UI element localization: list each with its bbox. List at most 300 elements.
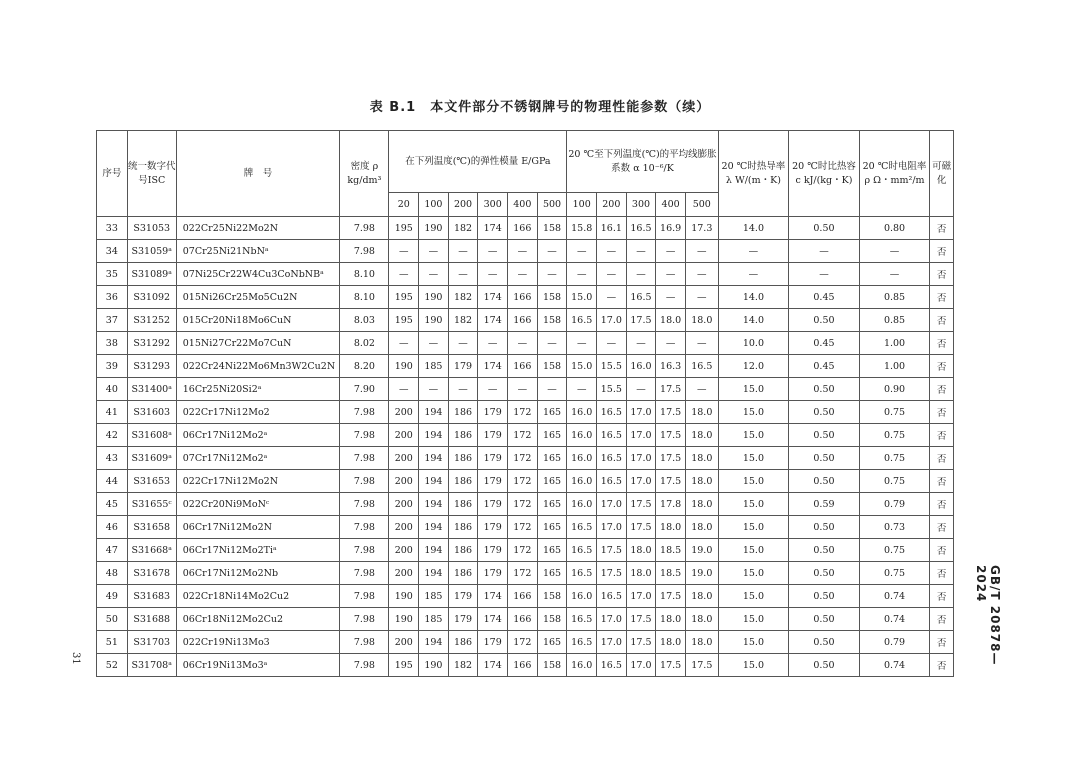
cell-thermal-conductivity: 15.0 [718,470,789,493]
cell-grade: 015Cr20Ni18Mo6CuN [176,309,340,332]
table-header [97,131,954,217]
cell-specific-heat: 0.50 [789,401,860,424]
cell-expansion-200: 16.5 [597,401,627,424]
cell-expansion-100: 16.5 [567,562,597,585]
cell-modulus-500: — [537,240,567,263]
cell-magnetic: 否 [930,631,954,654]
cell-modulus-200: 182 [448,217,478,240]
cell-expansion-400: 17.5 [656,424,686,447]
header-thermal: 20 ℃时热导率 λ W/(m・K) [718,131,789,217]
cell-expansion-400: 18.5 [656,562,686,585]
cell-thermal-conductivity: — [718,263,789,286]
cell-specific-heat: 0.50 [789,470,860,493]
cell-modulus-20: 200 [389,493,419,516]
cell-magnetic: 否 [930,424,954,447]
cell-expansion-500: — [685,332,718,355]
cell-modulus-400: 172 [508,470,538,493]
cell-modulus-300: 174 [478,286,508,309]
cell-specific-heat: 0.50 [789,309,860,332]
cell-modulus-500: 158 [537,585,567,608]
cell-expansion-400: 17.5 [656,470,686,493]
header-expansion: 20 ℃至下列温度(℃)的平均线膨胀系数 α 10⁻⁶/K [567,131,718,193]
cell-density: 8.10 [340,286,389,309]
cell-expansion-500: — [685,286,718,309]
cell-seq: 34 [97,240,128,263]
cell-modulus-200: 186 [448,562,478,585]
cell-isc-code: S31683 [127,585,176,608]
header-grade: 牌 号 [176,131,340,217]
cell-specific-heat: — [789,263,860,286]
cell-thermal-conductivity: — [718,240,789,263]
cell-isc-code: S31292 [127,332,176,355]
cell-expansion-300: 16.5 [626,217,656,240]
cell-expansion-100: 15.8 [567,217,597,240]
cell-magnetic: 否 [930,401,954,424]
cell-modulus-20: 200 [389,631,419,654]
cell-isc-code: S31608ᵃ [127,424,176,447]
cell-resistivity: 0.85 [859,309,930,332]
cell-density: 8.03 [340,309,389,332]
cell-specific-heat: 0.59 [789,493,860,516]
cell-grade: 07Ni25Cr22W4Cu3CoNbNBᵃ [176,263,340,286]
cell-thermal-conductivity: 15.0 [718,585,789,608]
cell-density: 7.98 [340,424,389,447]
cell-specific-heat: 0.50 [789,447,860,470]
cell-expansion-200: 17.5 [597,539,627,562]
cell-modulus-20: 195 [389,309,419,332]
cell-expansion-100: 15.0 [567,286,597,309]
cell-expansion-500: — [685,240,718,263]
cell-thermal-conductivity: 10.0 [718,332,789,355]
cell-modulus-200: 179 [448,608,478,631]
cell-expansion-400: 18.5 [656,539,686,562]
cell-expansion-400: — [656,263,686,286]
cell-thermal-conductivity: 15.0 [718,539,789,562]
header-modulus: 在下列温度(℃)的弹性模量 E/GPa [389,131,567,193]
cell-expansion-100: 15.0 [567,355,597,378]
cell-expansion-300: 18.0 [626,539,656,562]
cell-modulus-200: 186 [448,631,478,654]
cell-modulus-200: 186 [448,447,478,470]
cell-thermal-conductivity: 15.0 [718,401,789,424]
modulus-temp: 500 [537,193,567,217]
cell-seq: 45 [97,493,128,516]
cell-expansion-200: — [597,263,627,286]
cell-modulus-500: 165 [537,631,567,654]
cell-expansion-400: 17.5 [656,401,686,424]
cell-modulus-500: — [537,332,567,355]
cell-seq: 44 [97,470,128,493]
cell-density: 7.98 [340,608,389,631]
cell-modulus-500: 158 [537,286,567,309]
cell-resistivity: 0.75 [859,424,930,447]
cell-modulus-20: 195 [389,654,419,677]
cell-modulus-100: — [419,263,449,286]
cell-expansion-200: 16.5 [597,585,627,608]
cell-modulus-500: — [537,378,567,401]
cell-isc-code: S31609ᵃ [127,447,176,470]
cell-expansion-400: 18.0 [656,608,686,631]
cell-seq: 48 [97,562,128,585]
cell-expansion-200: 17.0 [597,493,627,516]
cell-expansion-300: 17.5 [626,309,656,332]
cell-density: 7.98 [340,447,389,470]
cell-expansion-200: — [597,240,627,263]
expansion-temp: 400 [656,193,686,217]
cell-density: 8.02 [340,332,389,355]
cell-resistivity: 0.75 [859,447,930,470]
cell-modulus-20: 195 [389,217,419,240]
cell-isc-code: S31655ᶜ [127,493,176,516]
cell-modulus-500: 165 [537,470,567,493]
table-row [97,562,954,585]
cell-modulus-400: 172 [508,562,538,585]
cell-expansion-100: 16.0 [567,585,597,608]
properties-table [96,130,954,677]
cell-isc-code: S31708ᵃ [127,654,176,677]
cell-seq: 52 [97,654,128,677]
cell-thermal-conductivity: 15.0 [718,447,789,470]
cell-modulus-500: 165 [537,562,567,585]
cell-expansion-400: 17.5 [656,585,686,608]
cell-grade: 07Cr17Ni12Mo2ᵃ [176,447,340,470]
cell-expansion-400: — [656,240,686,263]
cell-modulus-100: — [419,332,449,355]
cell-modulus-300: 174 [478,608,508,631]
cell-expansion-400: 16.3 [656,355,686,378]
cell-expansion-500: — [685,263,718,286]
table-row [97,309,954,332]
cell-density: 7.90 [340,378,389,401]
cell-magnetic: 否 [930,263,954,286]
cell-specific-heat: 0.50 [789,608,860,631]
cell-grade: 022Cr18Ni14Mo2Cu2 [176,585,340,608]
cell-expansion-100: 16.5 [567,608,597,631]
modulus-temp: 20 [389,193,419,217]
cell-expansion-400: 18.0 [656,631,686,654]
cell-expansion-300: 17.0 [626,447,656,470]
cell-thermal-conductivity: 15.0 [718,424,789,447]
cell-resistivity: 0.79 [859,631,930,654]
table-body [97,217,954,677]
cell-expansion-500: 18.0 [685,447,718,470]
cell-modulus-20: — [389,378,419,401]
cell-modulus-200: — [448,263,478,286]
cell-specific-heat: 0.50 [789,217,860,240]
cell-modulus-100: 194 [419,424,449,447]
cell-modulus-200: 186 [448,401,478,424]
cell-modulus-300: 174 [478,585,508,608]
cell-grade: 07Cr25Ni21NbNᵃ [176,240,340,263]
cell-modulus-20: 190 [389,608,419,631]
cell-modulus-20: — [389,332,419,355]
cell-modulus-20: 200 [389,401,419,424]
cell-density: 7.98 [340,562,389,585]
cell-modulus-100: 194 [419,447,449,470]
cell-magnetic: 否 [930,585,954,608]
cell-grade: 022Cr17Ni12Mo2N [176,470,340,493]
cell-resistivity: — [859,240,930,263]
cell-specific-heat: 0.50 [789,539,860,562]
cell-specific-heat: 0.50 [789,516,860,539]
cell-seq: 37 [97,309,128,332]
modulus-temp: 200 [448,193,478,217]
cell-modulus-300: — [478,332,508,355]
cell-specific-heat: 0.50 [789,378,860,401]
cell-isc-code: S31658 [127,516,176,539]
cell-modulus-400: 172 [508,447,538,470]
cell-density: 7.98 [340,470,389,493]
cell-expansion-500: 18.0 [685,608,718,631]
cell-modulus-400: — [508,332,538,355]
cell-expansion-200: 17.0 [597,608,627,631]
cell-isc-code: S31668ᵃ [127,539,176,562]
cell-expansion-100: 16.0 [567,493,597,516]
cell-thermal-conductivity: 14.0 [718,286,789,309]
cell-grade: 022Cr19Ni13Mo3 [176,631,340,654]
cell-grade: 015Ni26Cr25Mo5Cu2N [176,286,340,309]
cell-magnetic: 否 [930,447,954,470]
cell-resistivity: 0.74 [859,654,930,677]
cell-specific-heat: 0.45 [789,355,860,378]
header-seq: 序号 [97,131,128,217]
cell-modulus-20: 200 [389,516,419,539]
cell-expansion-100: 16.0 [567,447,597,470]
cell-expansion-500: 16.5 [685,355,718,378]
cell-expansion-200: 16.5 [597,654,627,677]
cell-thermal-conductivity: 14.0 [718,309,789,332]
cell-modulus-200: — [448,240,478,263]
cell-expansion-300: — [626,378,656,401]
cell-grade: 06Cr17Ni12Mo2Tiᵃ [176,539,340,562]
cell-modulus-300: — [478,263,508,286]
cell-modulus-100: 190 [419,217,449,240]
cell-modulus-300: 179 [478,516,508,539]
cell-specific-heat: 0.50 [789,585,860,608]
cell-magnetic: 否 [930,217,954,240]
cell-resistivity: 0.75 [859,401,930,424]
cell-thermal-conductivity: 15.0 [718,378,789,401]
cell-magnetic: 否 [930,493,954,516]
cell-modulus-20: 200 [389,424,419,447]
cell-modulus-500: — [537,263,567,286]
expansion-temp: 500 [685,193,718,217]
cell-density: 7.98 [340,539,389,562]
cell-expansion-300: — [626,240,656,263]
cell-modulus-500: 158 [537,217,567,240]
cell-modulus-20: 200 [389,447,419,470]
cell-modulus-200: — [448,332,478,355]
cell-expansion-100: 16.0 [567,654,597,677]
cell-modulus-300: 174 [478,309,508,332]
cell-expansion-400: — [656,286,686,309]
cell-magnetic: 否 [930,608,954,631]
cell-resistivity: 0.73 [859,516,930,539]
cell-expansion-300: 17.0 [626,401,656,424]
cell-expansion-400: 18.0 [656,309,686,332]
cell-magnetic: 否 [930,378,954,401]
cell-resistivity: 0.80 [859,217,930,240]
cell-expansion-200: 16.5 [597,447,627,470]
cell-modulus-400: 166 [508,286,538,309]
cell-seq: 40 [97,378,128,401]
cell-modulus-300: 179 [478,470,508,493]
cell-modulus-300: 174 [478,654,508,677]
cell-resistivity: 0.75 [859,539,930,562]
cell-isc-code: S31703 [127,631,176,654]
cell-expansion-300: 17.5 [626,608,656,631]
table-row [97,585,954,608]
cell-modulus-300: 179 [478,562,508,585]
cell-specific-heat: 0.45 [789,286,860,309]
cell-grade: 06Cr17Ni12Mo2ᵃ [176,424,340,447]
cell-grade: 06Cr17Ni12Mo2Nb [176,562,340,585]
cell-expansion-100: — [567,263,597,286]
cell-magnetic: 否 [930,240,954,263]
cell-seq: 36 [97,286,128,309]
cell-resistivity: 0.75 [859,470,930,493]
cell-modulus-20: 190 [389,585,419,608]
cell-modulus-200: 182 [448,309,478,332]
cell-expansion-200: 17.0 [597,631,627,654]
cell-expansion-200: 16.5 [597,424,627,447]
cell-seq: 39 [97,355,128,378]
cell-density: 7.98 [340,240,389,263]
cell-expansion-300: 16.5 [626,286,656,309]
expansion-temp: 300 [626,193,656,217]
table-row [97,608,954,631]
cell-modulus-500: 158 [537,654,567,677]
cell-modulus-400: 172 [508,401,538,424]
cell-modulus-100: 185 [419,585,449,608]
cell-expansion-500: 18.0 [685,424,718,447]
cell-expansion-300: 17.0 [626,424,656,447]
cell-modulus-300: — [478,378,508,401]
cell-grade: 022Cr24Ni22Mo6Mn3W2Cu2N [176,355,340,378]
cell-isc-code: S31092 [127,286,176,309]
cell-magnetic: 否 [930,309,954,332]
cell-seq: 38 [97,332,128,355]
cell-expansion-100: 16.5 [567,309,597,332]
cell-modulus-100: 190 [419,654,449,677]
cell-expansion-400: 17.8 [656,493,686,516]
cell-modulus-400: 172 [508,516,538,539]
cell-resistivity: 1.00 [859,355,930,378]
cell-isc-code: S31400ᵃ [127,378,176,401]
cell-modulus-400: 166 [508,585,538,608]
cell-modulus-300: 179 [478,424,508,447]
cell-modulus-500: 158 [537,608,567,631]
cell-modulus-400: 166 [508,309,538,332]
cell-expansion-200: 15.5 [597,355,627,378]
cell-expansion-100: — [567,240,597,263]
cell-modulus-100: 194 [419,516,449,539]
cell-expansion-500: 17.3 [685,217,718,240]
cell-modulus-500: 158 [537,355,567,378]
cell-modulus-100: 190 [419,309,449,332]
cell-modulus-200: — [448,378,478,401]
cell-modulus-100: 194 [419,493,449,516]
cell-modulus-500: 158 [537,309,567,332]
modulus-temp: 300 [478,193,508,217]
cell-modulus-100: 185 [419,355,449,378]
cell-modulus-300: 179 [478,539,508,562]
cell-magnetic: 否 [930,470,954,493]
cell-modulus-300: 179 [478,401,508,424]
cell-modulus-500: 165 [537,424,567,447]
table-row [97,447,954,470]
cell-isc-code: S31059ᵃ [127,240,176,263]
cell-expansion-200: 17.5 [597,562,627,585]
cell-grade: 022Cr17Ni12Mo2 [176,401,340,424]
cell-modulus-100: 194 [419,470,449,493]
cell-specific-heat: 0.50 [789,631,860,654]
cell-expansion-200: 17.0 [597,516,627,539]
cell-modulus-200: 179 [448,585,478,608]
cell-expansion-400: 18.0 [656,516,686,539]
cell-resistivity: 0.75 [859,562,930,585]
cell-expansion-500: 19.0 [685,562,718,585]
cell-seq: 47 [97,539,128,562]
cell-modulus-500: 165 [537,539,567,562]
cell-expansion-300: 17.0 [626,654,656,677]
cell-expansion-400: 17.5 [656,447,686,470]
table-row [97,470,954,493]
cell-magnetic: 否 [930,332,954,355]
cell-expansion-100: 16.5 [567,631,597,654]
cell-modulus-400: — [508,263,538,286]
cell-resistivity: — [859,263,930,286]
header-density: 密度 ρ kg/dm³ [340,131,389,217]
cell-expansion-400: 17.5 [656,378,686,401]
cell-modulus-200: 186 [448,516,478,539]
cell-density: 8.20 [340,355,389,378]
cell-magnetic: 否 [930,355,954,378]
cell-seq: 35 [97,263,128,286]
cell-modulus-20: — [389,240,419,263]
cell-expansion-300: 16.0 [626,355,656,378]
cell-modulus-500: 165 [537,516,567,539]
cell-expansion-500: 18.0 [685,309,718,332]
cell-resistivity: 0.79 [859,493,930,516]
cell-expansion-500: 18.0 [685,493,718,516]
cell-modulus-500: 165 [537,493,567,516]
cell-resistivity: 0.90 [859,378,930,401]
cell-modulus-20: 195 [389,286,419,309]
cell-resistivity: 0.74 [859,608,930,631]
cell-thermal-conductivity: 15.0 [718,562,789,585]
cell-expansion-200: 15.5 [597,378,627,401]
cell-modulus-400: 166 [508,217,538,240]
cell-density: 7.98 [340,631,389,654]
cell-expansion-400: 16.9 [656,217,686,240]
table-row [97,493,954,516]
cell-isc-code: S31603 [127,401,176,424]
cell-modulus-20: 200 [389,539,419,562]
cell-modulus-500: 165 [537,401,567,424]
cell-modulus-100: — [419,240,449,263]
cell-expansion-500: 18.0 [685,631,718,654]
cell-expansion-100: 16.5 [567,516,597,539]
modulus-temp: 400 [508,193,538,217]
cell-modulus-400: 166 [508,355,538,378]
table-row [97,378,954,401]
cell-modulus-400: — [508,378,538,401]
cell-expansion-500: 17.5 [685,654,718,677]
cell-density: 8.10 [340,263,389,286]
cell-grade: 16Cr25Ni20Si2ᵃ [176,378,340,401]
cell-seq: 51 [97,631,128,654]
